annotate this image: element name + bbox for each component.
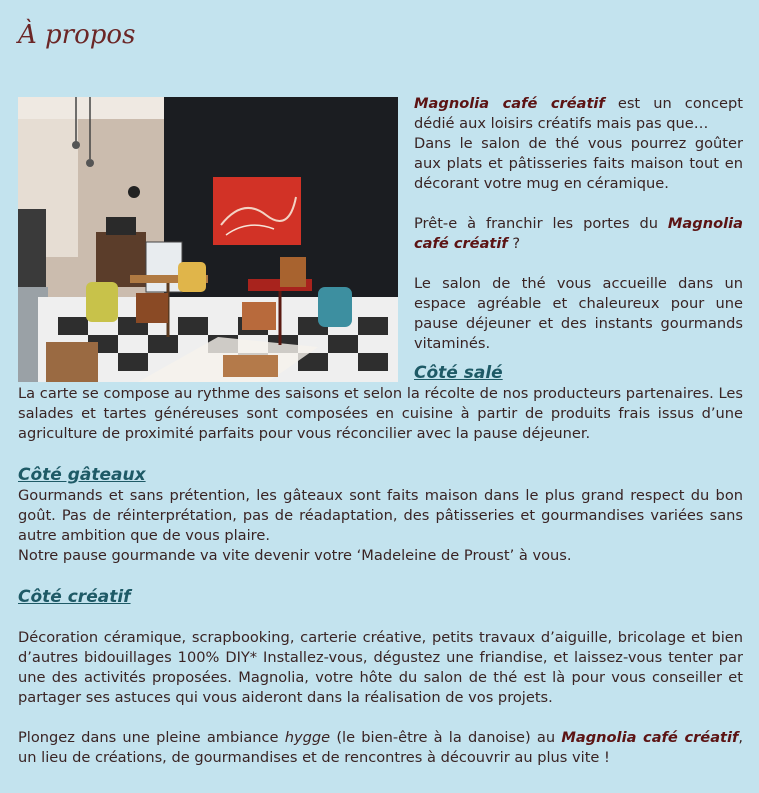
page-title: À propos xyxy=(18,20,136,50)
about-content xyxy=(18,94,743,768)
intro-p1-text: est un concept dédié aux loisirs créatifs mais pas que… xyxy=(414,95,743,132)
brand-name: Magnolia café créatif xyxy=(414,215,743,252)
section-creatif-text: Décoration céramique, scrapbooking, carterie créative, petits travaux d’aiguille, bricolage et bien d’autres bidouillages 100% DIY* Installez-vous, dégustez une friandise, et laissez-vous tenter par une des activités proposées. Magnolia, votre hôte du salon de thé est là pour vous conseiller et partager ses astuces qui vous aideront dans la réalisation de vos projets. xyxy=(18,629,743,706)
closing-middle: (le bien-être à la danoise) au xyxy=(330,729,562,746)
cafe-interior-photo xyxy=(18,97,398,382)
closing-before: Plongez dans une pleine ambiance xyxy=(18,729,285,746)
intro-p3-before: Prêt-e à franchir les portes du xyxy=(414,215,668,232)
intro-paragraph-2: Dans le salon de thé vous pourrez goûter aux plats et pâtisseries faits maison tout en décorant votre mug en céramique. xyxy=(414,135,743,192)
section-title-creatif: Côté créatif xyxy=(18,587,131,607)
intro-p3-after: ? xyxy=(507,235,521,252)
closing-after: , un lieu de créations, de gourmandises et de rencontres à découvrir au plus vite ! xyxy=(18,729,744,766)
section-sale-text: La carte se compose au rythme des saisons et selon la récolte de nos producteurs partenaires. Les salades et tartes généreuses sont composées en cuisine à partir de produits frais issus d’une agriculture de proximité parfaits pour vous réconcilier avec la pause déjeuner. xyxy=(18,385,743,442)
section-gateaux-text-1: Gourmands et sans prétention, les gâteaux sont faits maison dans le plus grand respect du bon goût. Pas de réinterprétation, pas de réadaptation, des pâtisseries et gourmandises variées sans autre ambition que de vous plaire. xyxy=(18,487,743,544)
section-title-gateaux: Côté gâteaux xyxy=(18,465,146,485)
closing-paragraph xyxy=(18,728,743,768)
hygge-word: hygge xyxy=(284,729,331,746)
intro-paragraph-4: Le salon de thé vous accueille dans un espace agréable et chaleureux pour une pause déjeuner et des instants gourmands vitaminés. xyxy=(414,275,743,352)
section-gateaux-text-2: Notre pause gourmande va vite devenir votre ‘Madeleine de Proust’ à vous. xyxy=(18,547,572,564)
section-title-sale: Côté salé xyxy=(414,363,503,383)
brand-name: Magnolia café créatif xyxy=(561,729,739,746)
brand-name: Magnolia café créatif xyxy=(414,95,605,112)
